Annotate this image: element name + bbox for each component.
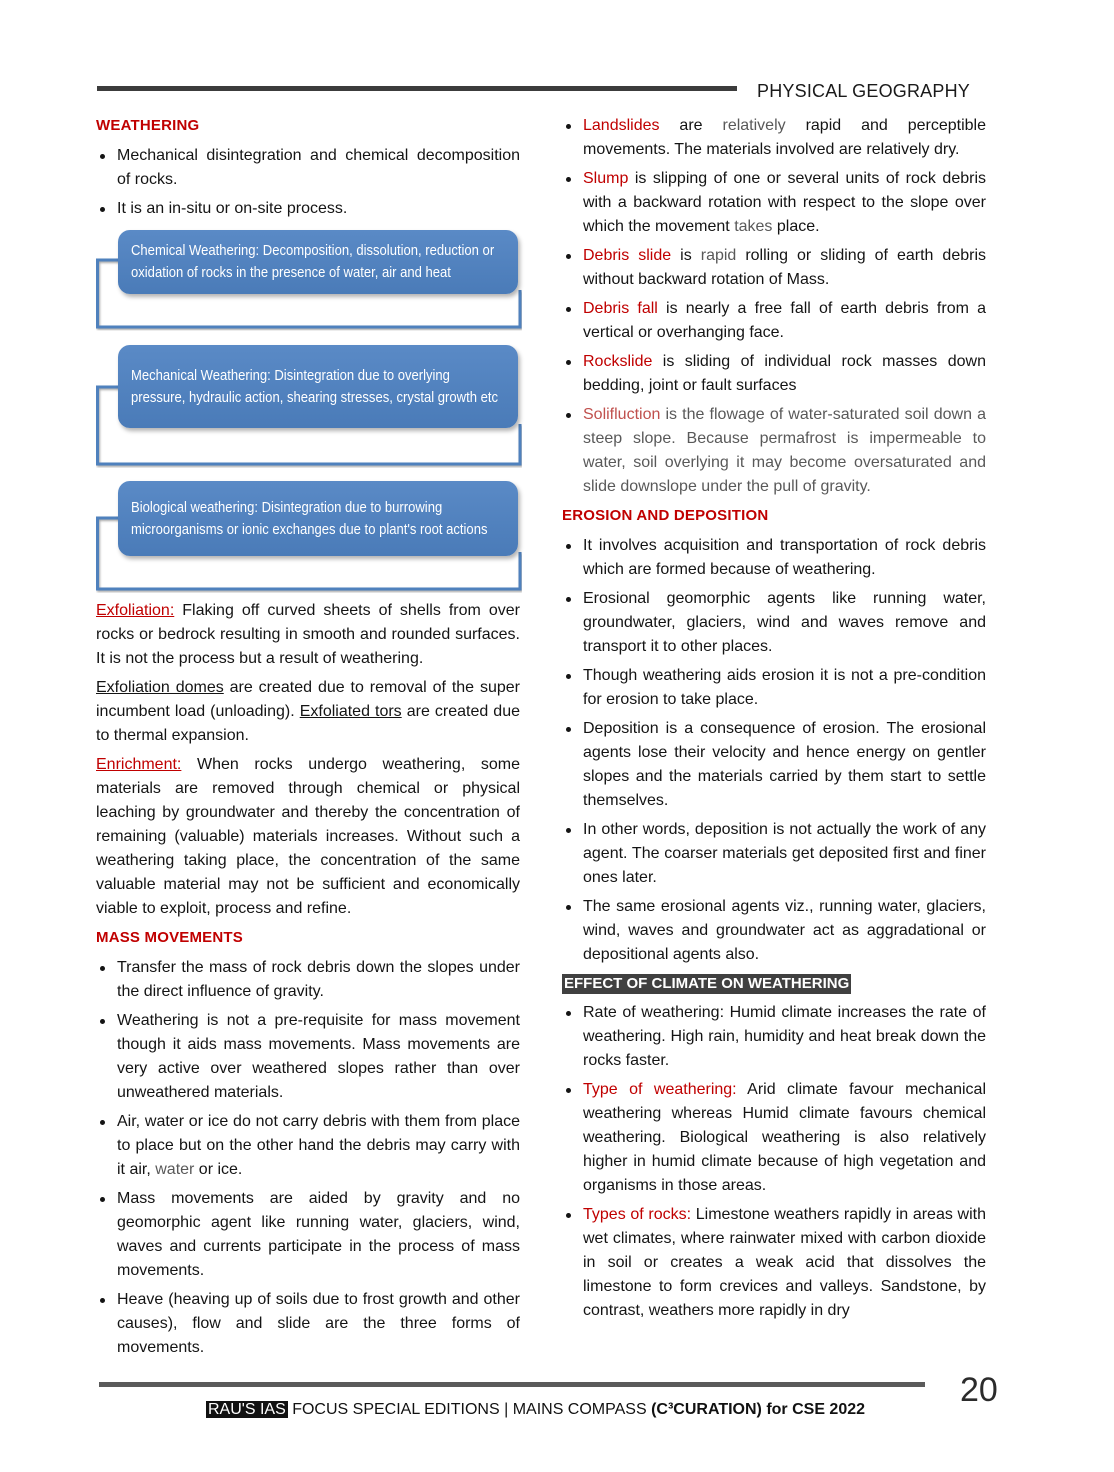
list-item-text: rapid and perceptible movements. The materials involved are relatively dry. <box>583 117 986 158</box>
list-item <box>583 114 986 162</box>
climate-bullet-list <box>562 1001 986 1323</box>
mass-movements-bullet-list <box>96 956 520 1360</box>
list-item-text: Erosional geomorphic agents like running water, groundwater, glaciers, wind and waves remove and transport it to other places. <box>583 590 986 655</box>
list-item-text: The same erosional agents viz., running water, glaciers, wind, waves and groundwater act as aggradational or depositional agents also. <box>583 898 986 963</box>
erosion-deposition-heading: EROSION AND DEPOSITION <box>562 507 769 524</box>
exfoliated-tors-term: Exfoliated tors <box>299 703 402 720</box>
types-of-rocks-term: Types of rocks: <box>583 1206 692 1223</box>
list-item <box>583 895 986 967</box>
list-item <box>583 1203 986 1323</box>
list-item-text: Though weathering aids erosion it is not a pre-condition for erosion to take place. <box>583 667 986 708</box>
list-item-text: Rate of weathering: Humid climate increases the rate of weathering. High rain, humidity and heat break down the rocks faster. <box>583 1004 986 1069</box>
exfoliation-term: Exfoliation: <box>96 602 175 619</box>
weathering-heading: WEATHERING <box>96 117 200 134</box>
solifluction-term: Solifluction <box>583 406 661 423</box>
box-text <box>131 240 494 284</box>
list-item-text: It is an in-situ or on-site process. <box>117 200 348 217</box>
footer-credits <box>206 1399 865 1421</box>
list-item-text: Weathering is not a pre-requisite for mass movement though it aids mass movements. Mass movements are very active over weathered slopes rather than over unweathered materials. <box>117 1012 520 1101</box>
footer-series: FOCUS SPECIAL EDITIONS | MAINS COMPASS <box>287 1401 652 1418</box>
erosion-bullet-list <box>562 534 986 967</box>
enrichment-paragraph <box>96 753 520 921</box>
list-item-text: is nearly a free fall of earth debris from a vertical or overhanging face. <box>583 300 987 341</box>
list-item <box>583 1078 986 1198</box>
list-item-text: is <box>671 247 701 264</box>
list-item-text: is slipping of one or several units of rock debris with a backward rotation with respect to the slope over which the movement <box>583 170 986 235</box>
list-item-text: Mass movements are aided by gravity and no geomorphic agent like running water, glaciers, wind, waves and currents participate in the process of mass movements. <box>117 1190 520 1279</box>
list-item <box>583 664 986 712</box>
list-item <box>583 534 986 582</box>
biological-weathering-box <box>118 481 518 556</box>
list-item-text: Arid climate favour mechanical weathering whereas Humid climate favours chemical weathering. Biological weathering is also relatively higher in humid climate because of high vegetation and organisms in those areas. <box>583 1081 987 1194</box>
box-text-line: oxidation of rocks in the presence of water, air and heat <box>131 264 451 281</box>
list-item <box>117 144 520 192</box>
list-item-text: Heave (heaving up of soils due to frost growth and other causes), flow and slide are the three forms of movements. <box>117 1291 520 1356</box>
list-item-text: Transfer the mass of rock debris down the slopes under the direct influence of gravity. <box>117 959 520 1000</box>
list-item <box>117 956 520 1004</box>
mechanical-weathering-box <box>118 345 518 428</box>
slump-term: Slump <box>583 170 629 187</box>
exfoliation-forms-paragraph <box>96 676 520 748</box>
list-item <box>583 244 986 292</box>
weathering-types-diagram <box>96 226 520 599</box>
paragraph-text: Flaking off curved sheets of shells from over rocks or bedrock resulting in smooth and rounded surfaces. It is not the process but a result of weathering. <box>96 602 520 667</box>
box-text-line: pressure, hydraulic action, shearing stresses, crystal growth etc <box>131 388 499 406</box>
list-item <box>583 403 986 499</box>
header-rule <box>97 86 737 91</box>
page-number: 20 <box>960 1371 998 1409</box>
enrichment-term: Enrichment: <box>96 756 182 773</box>
list-item <box>117 1288 520 1360</box>
muted-word: water <box>155 1161 195 1178</box>
list-item-text: rolling or sliding of earth debris without backward rotation of Mass. <box>583 247 987 288</box>
movement-types-bullet-list <box>562 114 986 499</box>
footer-edition: (C³CURATION) for CSE 2022 <box>651 1401 866 1418</box>
landslides-term: Landslides <box>583 117 660 134</box>
box-text <box>131 365 498 409</box>
list-item-text: In other words, deposition is not actually the work of any agent. The coarser materials get deposited first and finer ones later. <box>583 821 986 886</box>
list-item-text: are <box>659 117 723 134</box>
list-item-text: place. <box>772 218 820 235</box>
list-item <box>117 1110 520 1182</box>
paragraph-text: are created due to removal of the super incumbent load (unloading). <box>96 679 520 720</box>
box-text-line: Chemical Weathering: Decomposition, dissolution, reduction or <box>131 242 495 259</box>
muted-word: takes <box>734 218 773 235</box>
list-item <box>117 1009 520 1105</box>
list-item <box>583 818 986 890</box>
list-item <box>117 1187 520 1283</box>
right-column <box>562 114 986 1328</box>
rockslide-term: Rockslide <box>583 353 653 370</box>
left-column <box>96 114 520 1365</box>
list-item <box>583 167 986 239</box>
chemical-weathering-box <box>118 230 518 294</box>
climate-heading-text: EFFECT OF CLIMATE ON WEATHERING <box>564 975 850 992</box>
debris-slide-term: Debris slide <box>583 247 672 264</box>
list-item-text: Mechanical disintegration and chemical decomposition of rocks. <box>117 147 520 188</box>
debris-fall-term: Debris fall <box>583 300 658 317</box>
list-item <box>583 350 986 398</box>
exfoliation-domes-term: Exfoliation domes <box>96 679 224 696</box>
box-text-line: microorganisms or ionic exchanges due to plant's root actions <box>131 520 488 538</box>
muted-word: relatively <box>722 117 786 134</box>
mass-movements-heading: MASS MOVEMENTS <box>96 929 243 946</box>
paragraph-text: are created due to thermal expansion. <box>96 703 520 744</box>
footer-rule <box>99 1382 925 1387</box>
box-text-line: Biological weathering: Disintegration due to burrowing <box>131 498 443 516</box>
list-item <box>117 197 520 221</box>
list-item-text: or ice. <box>194 1161 243 1178</box>
paragraph-text: When rocks undergo weathering, some materials are removed through chemical or physical leaching by groundwater and thereby the concentration of remaining (valuable) materials increases. Without such a weathering taking place, the concentration of the same valuable material may not be sufficient and economically viable to exploit, process and refine. <box>96 756 520 917</box>
list-item-text: Limestone weathers rapidly in areas with wet climates, where rainwater mixed with carbon dioxide in soil or creates a weak acid that dissolves the limestone to form crevices and valleys. Sandstone, by contrast, weathers more rapidly in dry <box>583 1206 986 1319</box>
list-item-text: Deposition is a consequence of erosion. The erosional agents lose their velocity and hence energy on gentler slopes and the materials carried by them start to settle themselves. <box>583 720 986 809</box>
weathering-bullet-list <box>96 144 520 221</box>
list-item-text: Air, water or ice do not carry debris with them from place to place but on the other hand the debris may carry with it air, <box>117 1113 520 1178</box>
muted-word: rapid <box>700 247 737 264</box>
list-item <box>583 297 986 345</box>
list-item <box>583 1001 986 1073</box>
list-item-text: is sliding of individual rock masses down bedding, joint or fault surfaces <box>583 353 986 394</box>
list-item-text: is the flowage of water-saturated soil down a steep slope. Because permafrost is impermeable to water, soil overlying it may become oversaturated and slide downslope under the pull of gravity. <box>583 406 986 495</box>
list-item-text: It involves acquisition and transportation of rock debris which are formed because of weathering. <box>583 537 986 578</box>
box-text-line: Mechanical Weathering: Disintegration due to overlying <box>131 366 450 384</box>
box-text <box>131 497 487 541</box>
list-item <box>583 587 986 659</box>
list-item <box>583 717 986 813</box>
exfoliation-paragraph <box>96 599 520 671</box>
section-title: PHYSICAL GEOGRAPHY <box>757 81 970 101</box>
climate-heading <box>562 972 986 996</box>
brand-label: RAU'S IAS <box>208 1401 286 1418</box>
type-of-weathering-term: Type of weathering: <box>583 1081 737 1098</box>
